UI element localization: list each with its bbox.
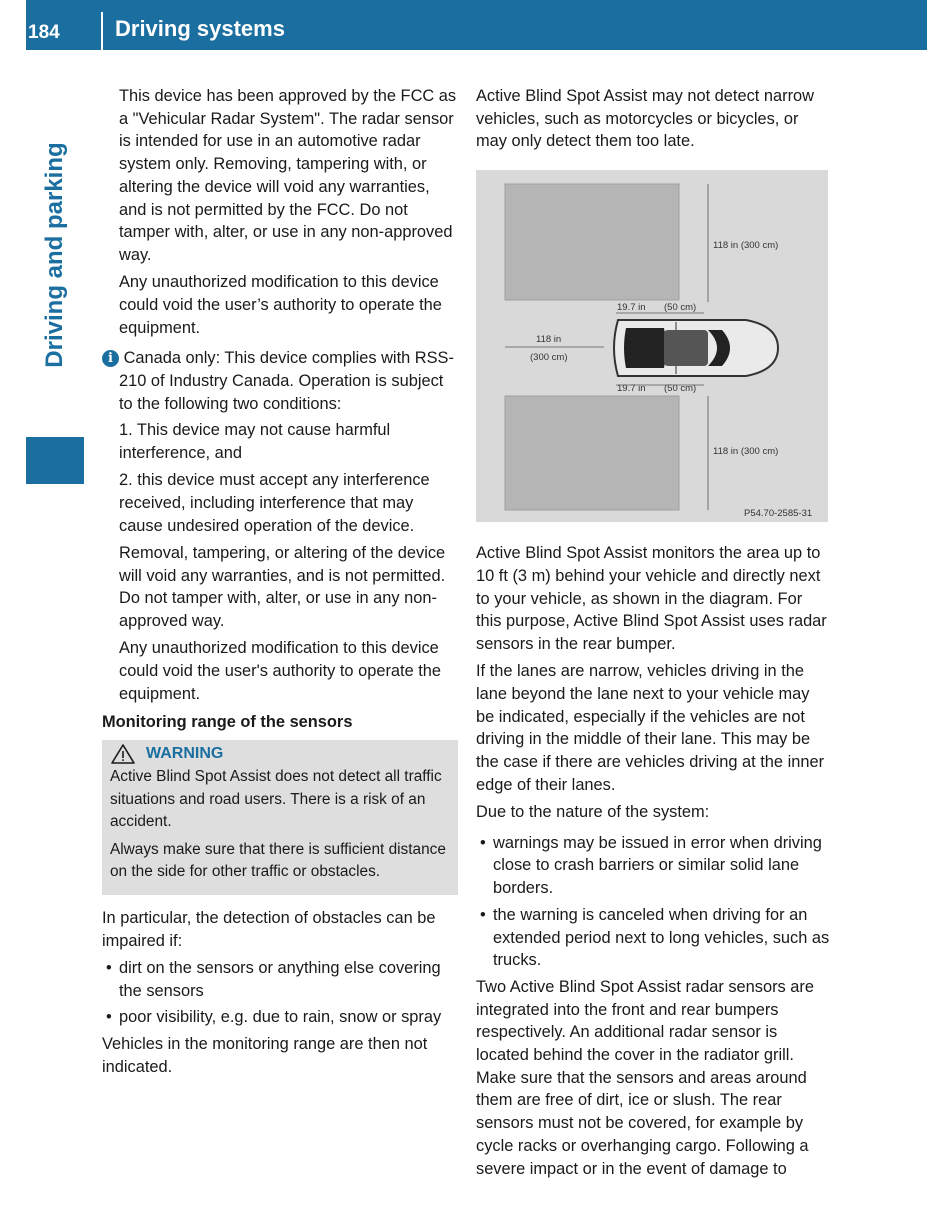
label-rear-top: 118 in (300 cm) xyxy=(713,239,779,251)
label-behind-cm: (300 cm) xyxy=(530,351,568,363)
impaired-list xyxy=(102,957,458,1029)
unauthorized-paragraph-1: Any unauthorized modification to this device could void the user’s authority to operate the equipment. xyxy=(119,273,442,337)
warning-triangle-icon xyxy=(110,743,136,765)
removal-paragraph: Removal, tampering, or altering of the device will void any warranties, and is not permitted. Do not tamper with, alter, or use in any non-approved way. xyxy=(119,543,446,630)
monitoring-range-diagram xyxy=(476,170,828,522)
warning-text-1: Active Blind Spot Assist does not detect all traffic situations and road users. There is a risk of an accident. xyxy=(110,768,442,831)
monitors-paragraph: Active Blind Spot Assist monitors the area up to 10 ft (3 m) behind your vehicle and directly next to your vehicle, as shown in the diagram. For this purpose, Active Blind Spot Assist uses radar sensors in the rear bumper. xyxy=(476,544,827,654)
warning-label: WARNING xyxy=(146,744,224,762)
nature-intro: Due to the nature of the system: xyxy=(476,803,710,822)
warning-header xyxy=(110,743,450,766)
fcc-paragraph: This device has been approved by the FCC as a "Vehicular Radar System". The radar sensor is intended for use in an automotive radar system only. Removing, tampering with, or altering the device will void any warranties, and is not permitted by the FCC. Do not tamper with, alter, or use in any non-approved way. xyxy=(119,87,457,264)
page-number: 184 xyxy=(28,22,60,43)
label-side-bottom: 19.7 in xyxy=(617,382,646,394)
side-tab-label: Driving and parking xyxy=(41,142,68,368)
canada-info-text xyxy=(119,347,458,415)
narrow-vehicles-paragraph: Active Blind Spot Assist may not detect narrow vehicles, such as motorcycles or bicycles, or may only detect them too late. xyxy=(476,87,814,151)
page-title: Driving systems xyxy=(115,16,285,41)
detection-zone-bottom xyxy=(505,396,679,510)
canada-info xyxy=(102,347,458,415)
list-item: • the warning is canceled when driving for an extended period next to long vehicles, such as trucks. xyxy=(476,904,832,972)
label-side-bottom-cm: (50 cm) xyxy=(664,382,697,394)
unauthorized-paragraph-2: Any unauthorized modification to this device could void the user's authority to operate the equipment. xyxy=(119,639,442,703)
header-divider xyxy=(101,12,103,50)
condition-2: 2. this device must accept any interference received, including interference that may cause undesired operation of the device. xyxy=(119,471,430,535)
side-tab-marker xyxy=(26,437,84,484)
label-rear-bottom: 118 in (300 cm) xyxy=(713,445,779,457)
list-item: • warnings may be issued in error when driving close to crash barriers or similar solid lane borders. xyxy=(476,832,832,900)
nature-list xyxy=(476,832,832,972)
right-column xyxy=(476,85,832,1185)
figure-code: P54.70-2585-31 xyxy=(744,507,813,519)
list-item: • dirt on the sensors or anything else covering the sensors xyxy=(102,957,458,1002)
label-side-top: 19.7 in xyxy=(617,301,646,313)
canada-info-body: Canada only: This device complies with RSS-210 of Industry Canada. Operation is subject to the following two conditions: xyxy=(119,349,454,413)
car-top-view xyxy=(614,320,778,376)
not-indicated-paragraph: Vehicles in the monitoring range are then not indicated. xyxy=(102,1035,428,1076)
detection-zone-top xyxy=(505,184,679,300)
info-icon: i xyxy=(102,350,119,367)
condition-1: 1. This device may not cause harmful interference, and xyxy=(119,421,391,463)
sensors-paragraph: Two Active Blind Spot Assist radar sensors are integrated into the front and rear bumpers respectively. An additional radar sensor is located behind the cover in the radiator grill. Make sure that the sensors and areas around them are free of dirt, ice or slush. The rear sensors must not be covered, for example by cycle racks or overhanging cargo. Following a severe impact or in the event of damage to xyxy=(476,977,814,1178)
warning-text-2: Always make sure that there is sufficient distance on the side for other traffic or obstacles. xyxy=(110,840,446,881)
label-side-top-cm: (50 cm) xyxy=(664,301,697,313)
narrow-lanes-paragraph: If the lanes are narrow, vehicles driving in the lane beyond the lane next to your vehicle may be indicated, especially if the vehicles are not driving in the middle of their lane. This may be the case if there are vehicles driving at the inner edge of their lanes. xyxy=(476,662,825,794)
list-item: • poor visibility, e.g. due to rain, snow or spray xyxy=(102,1006,458,1029)
warning-box xyxy=(102,740,458,895)
section-heading: Monitoring range of the sensors xyxy=(102,713,353,732)
left-column xyxy=(102,85,458,1083)
side-tab xyxy=(26,80,84,430)
impaired-intro: In particular, the detection of obstacles can be impaired if: xyxy=(102,908,436,950)
label-behind-in: 118 in xyxy=(536,333,562,345)
